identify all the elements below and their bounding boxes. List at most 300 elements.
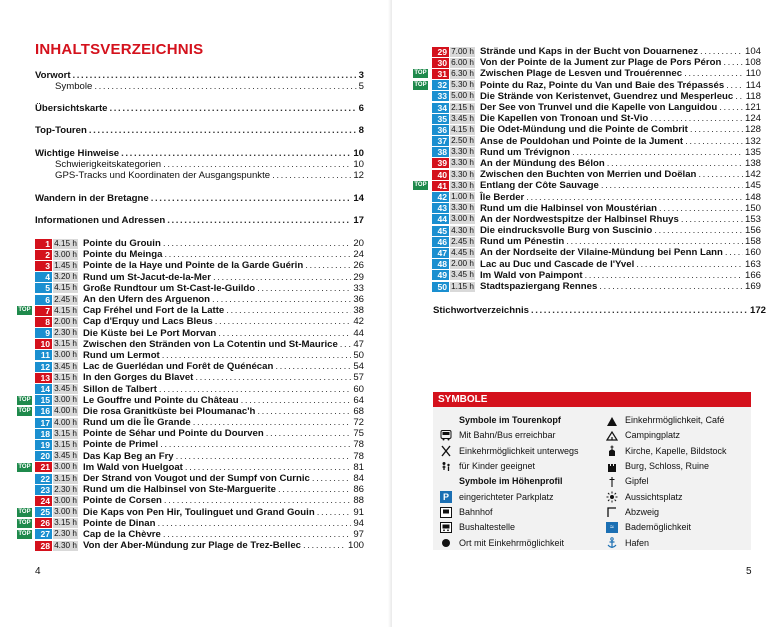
tour-title: Die Kapellen von Tronoan und St-Vio	[480, 113, 649, 125]
symbol-item: ≈ Bademöglichkeit	[605, 520, 727, 535]
tour-title: Die Strände von Keristenvet, Guendrez und Mesperleuc	[480, 90, 734, 102]
tour-duration: 6.00 h	[451, 57, 474, 67]
toc-entry[interactable]: Wichtige Hinweise ..... 10	[35, 148, 364, 159]
top-tour-badge: TOP	[414, 182, 427, 189]
dot-leader	[526, 192, 743, 203]
tour-row[interactable]	[414, 68, 761, 80]
tour-page: 24	[353, 249, 364, 261]
tour-number: 16	[35, 406, 52, 416]
symbol-item: Bahnhof	[439, 505, 579, 520]
dot-leader	[312, 473, 351, 484]
tour-title: Cap Fréhel und Fort de la Latte	[83, 305, 225, 317]
symbol-item: Aussichtsplatz	[605, 489, 727, 504]
tour-title: Der See von Trunvel und die Kapelle von Languidou	[480, 102, 718, 114]
symbol-item: Einkehrmöglichkeit, Café	[605, 413, 727, 428]
tour-duration: 4.15 h	[54, 283, 77, 293]
top-tour-badge: TOP	[414, 81, 427, 88]
dot-leader	[185, 462, 351, 473]
tour-page: 78	[353, 439, 364, 451]
dot-leader	[654, 225, 743, 236]
top-tour-badge: TOP	[18, 463, 31, 470]
tour-number: 42	[432, 192, 449, 202]
tour-page: 38	[353, 305, 364, 317]
tour-number: 26	[35, 518, 52, 528]
dot-leader	[684, 68, 744, 79]
tour-title: Der Strand von Vougot und der Sumpf von Curnic	[83, 473, 310, 485]
symbols-column-right	[605, 413, 727, 551]
tour-number: 21	[35, 462, 52, 472]
tour-duration: 1.45 h	[54, 260, 77, 270]
dot-leader	[257, 406, 351, 417]
tour-row[interactable]	[18, 506, 364, 518]
castle-icon	[605, 461, 619, 473]
symbol-item: Abzweig	[605, 505, 727, 520]
tour-title: Das Kap Beg an Fry	[83, 450, 174, 462]
tour-title: Zwischen den Buchten von Merrien und Doëlan	[480, 169, 697, 181]
tour-row[interactable]	[432, 124, 761, 135]
tour-page: 121	[744, 102, 761, 114]
tour-duration: 3.30 h	[451, 158, 474, 168]
tour-title: Die Küste bei Le Port Morvan	[83, 327, 217, 339]
tour-title: Die Odet-Mündung und die Pointe de Combrit	[480, 124, 688, 136]
tour-page: 153	[744, 213, 761, 225]
swimming-icon: ≈	[605, 522, 619, 534]
tour-title: Rund um Lermot	[83, 349, 160, 361]
tour-duration: 3.00 h	[54, 395, 77, 405]
toc-entry[interactable]: Schwierigkeitskategorien ..... 10	[35, 159, 364, 170]
tour-row[interactable]	[432, 259, 761, 270]
tour-title: Pointe de la Haye und Pointe de la Garde Guérin	[83, 260, 304, 272]
top-tour-badge: TOP	[18, 530, 31, 537]
tour-row[interactable]	[432, 147, 761, 158]
tour-duration: 2.30 h	[54, 529, 77, 539]
tour-row[interactable]	[35, 473, 364, 484]
tour-row[interactable]	[18, 517, 364, 529]
toc-section-map	[35, 103, 364, 114]
parking-icon: P	[439, 491, 453, 503]
tour-number: 50	[432, 282, 449, 292]
tour-row[interactable]	[35, 316, 364, 327]
tour-page: 86	[353, 484, 364, 496]
tour-duration: 4.30 h	[54, 540, 77, 550]
top-tour-badge: TOP	[18, 407, 31, 414]
tour-duration: 3.45 h	[451, 270, 474, 280]
tour-row[interactable]	[432, 270, 761, 281]
harbor-icon	[605, 537, 619, 549]
tour-number: 34	[432, 103, 449, 113]
tour-title: Zwischen Plage de Lesven und Trouérennec	[480, 68, 683, 80]
symbols-column-left	[439, 413, 579, 551]
toc-entry[interactable]: Vorwort ..... 3	[35, 70, 364, 81]
tour-row[interactable]	[35, 428, 364, 439]
tour-row[interactable]	[35, 260, 364, 271]
tour-row[interactable]	[35, 294, 364, 305]
tour-number: 48	[432, 259, 449, 269]
campsite-icon	[605, 430, 619, 442]
tour-page: 50	[353, 349, 364, 361]
tour-page: 81	[353, 461, 364, 473]
tour-duration: 7.00 h	[451, 46, 474, 56]
tour-title: Pointe de Dinan	[83, 517, 156, 529]
toc-section-hiking	[35, 193, 364, 204]
tour-row[interactable]	[432, 225, 761, 236]
tour-duration: 2.30 h	[54, 328, 77, 338]
tour-title: Große Rundtour um St-Cast-le-Guildo	[83, 282, 256, 294]
dot-leader	[159, 384, 351, 395]
tour-number: 14	[35, 384, 52, 394]
tour-page: 20	[353, 238, 364, 250]
dot-leader	[163, 529, 351, 540]
toc-entry[interactable]: Informationen und Adressen ..... 17	[35, 215, 364, 226]
tour-duration: 2.00 h	[451, 259, 474, 269]
summit-icon	[605, 476, 619, 488]
tour-number: 33	[432, 91, 449, 101]
restaurant-icon	[439, 445, 453, 457]
tour-title: An den Ufern des Arguenon	[83, 294, 211, 306]
toc-section-intro	[35, 70, 364, 92]
tour-duration: 1.15 h	[451, 281, 474, 291]
toc-entry[interactable]: Stichwortverzeichnis ..... 172	[433, 305, 766, 316]
tour-row[interactable]	[35, 495, 364, 506]
tour-row[interactable]	[35, 383, 364, 394]
tour-row[interactable]	[18, 394, 364, 406]
dot-leader	[698, 169, 743, 180]
tour-title: Rund um die Île Grande	[83, 417, 191, 429]
tour-number: 29	[432, 47, 449, 57]
tour-number: 46	[432, 237, 449, 247]
dot-leader	[317, 507, 352, 518]
tour-title: Pointe de Corsen	[83, 495, 162, 507]
tour-page: 132	[744, 135, 761, 147]
dot-leader	[164, 249, 351, 260]
church-icon	[605, 445, 619, 457]
tour-duration: 3.20 h	[54, 272, 77, 282]
tour-title: Rund um die Halbinsel von Moustérian	[480, 202, 657, 214]
symbol-item: für Kinder geeignet	[439, 459, 579, 474]
tour-row[interactable]	[35, 417, 364, 428]
tour-row[interactable]	[432, 136, 761, 147]
dot-leader	[726, 80, 744, 91]
bus-stop-icon	[439, 522, 453, 534]
dot-leader	[193, 417, 352, 428]
tour-row[interactable]	[18, 528, 364, 540]
tour-page: 75	[353, 428, 364, 440]
symbol-item: P eingerichteter Parkplatz	[439, 489, 579, 504]
symbol-item: Einkehrmöglichkeit unterwegs	[439, 444, 579, 459]
tour-page: 72	[353, 417, 364, 429]
tour-number: 35	[432, 114, 449, 124]
tour-title: Stadtspaziergang Rennes	[480, 281, 598, 293]
tour-row[interactable]	[35, 339, 364, 350]
tour-row[interactable]	[432, 91, 761, 102]
tour-page: 150	[744, 202, 761, 214]
tour-page: 88	[353, 495, 364, 507]
tour-row[interactable]	[414, 79, 761, 91]
tour-number: 45	[432, 226, 449, 236]
tour-page: 44	[353, 327, 364, 339]
symbol-item: Hafen	[605, 535, 727, 550]
symbol-item: Ort mit Einkehrmöglichkeit	[439, 535, 579, 550]
junction-icon	[605, 506, 619, 518]
tour-row[interactable]	[18, 305, 364, 317]
symbols-heading: Symbole im Tourenkopf	[459, 415, 561, 426]
tour-row[interactable]	[432, 113, 761, 124]
dot-leader	[158, 518, 352, 529]
tour-page: 54	[353, 361, 364, 373]
tour-duration: 3.45 h	[54, 361, 77, 371]
tour-duration: 3.45 h	[451, 113, 474, 123]
tour-row[interactable]	[35, 283, 364, 294]
tour-page: 169	[744, 281, 761, 293]
dot-leader	[681, 214, 743, 225]
tour-page: 166	[744, 269, 761, 281]
tour-title: Cap d'Erquy und Lacs Bleus	[83, 316, 213, 328]
dot-leader	[218, 328, 351, 339]
tour-page: 135	[744, 146, 761, 158]
tour-title: Pointe de Primel	[83, 439, 159, 451]
tour-title: An der Nordwestspitze der Halbinsel Rhuys	[480, 213, 679, 225]
toc-section-hints	[35, 148, 364, 181]
dot-leader	[195, 372, 351, 383]
toc-entry[interactable]: Symbole ..... 5	[35, 81, 364, 92]
top-tour-badge: TOP	[18, 508, 31, 515]
tour-title: Die eindrucksvolle Burg von Suscinio	[480, 225, 653, 237]
tour-number: 47	[432, 248, 449, 258]
page-number: 5	[746, 566, 752, 577]
dot-leader	[566, 236, 743, 247]
cafe-icon	[605, 415, 619, 427]
tour-number: 30	[432, 58, 449, 68]
tour-number: 9	[35, 328, 52, 338]
tour-duration: 6.30 h	[451, 68, 474, 78]
tour-number: 37	[432, 136, 449, 146]
tour-row[interactable]	[35, 361, 364, 372]
tour-duration: 3.00 h	[54, 495, 77, 505]
tour-duration: 3.15 h	[54, 473, 77, 483]
bus-icon	[439, 430, 453, 442]
tour-title: Entlang der Côte Sauvage	[480, 180, 599, 192]
tour-number: 7	[35, 306, 52, 316]
tour-number: 32	[432, 80, 449, 90]
tour-title: Im Wald von Paimpont	[480, 269, 583, 281]
dot-leader	[266, 428, 352, 439]
symbol-item: Campingplatz	[605, 428, 727, 443]
tour-list-right	[414, 46, 761, 293]
symbols-heading: Symbole im Höhenprofil	[459, 476, 563, 487]
tour-row[interactable]	[35, 484, 364, 495]
symbol-item: Bushaltestelle	[439, 520, 579, 535]
tour-row[interactable]	[35, 350, 364, 361]
tour-page: 142	[744, 169, 761, 181]
tour-number: 31	[432, 69, 449, 79]
tour-page: 148	[744, 191, 761, 203]
tour-row[interactable]	[35, 439, 364, 450]
tour-row[interactable]	[35, 249, 364, 260]
dot-leader	[176, 451, 352, 462]
toc-entry[interactable]: Übersichtskarte ..... 6	[35, 103, 364, 114]
toc-entry[interactable]: Top-Touren ..... 8	[35, 125, 364, 136]
top-tour-badge: TOP	[18, 307, 31, 314]
tour-title: Die rosa Granitküste bei Ploumanac'h	[83, 405, 256, 417]
dot-leader	[212, 294, 351, 305]
dot-leader	[599, 281, 743, 292]
tour-number: 36	[432, 125, 449, 135]
tour-row[interactable]	[35, 540, 364, 551]
tour-page: 118	[745, 90, 761, 102]
tour-duration: 2.00 h	[54, 316, 77, 326]
tour-number: 28	[35, 541, 52, 551]
toc-entry[interactable]: GPS-Tracks und Koordinaten der Ausgangspunkte ..... 12	[35, 170, 364, 181]
dot-leader	[659, 203, 743, 214]
tour-number: 15	[35, 395, 52, 405]
tour-title: Sillon de Talbert	[83, 383, 157, 395]
tour-row[interactable]	[18, 405, 364, 417]
tour-title: Île Berder	[480, 191, 525, 203]
dot-leader	[700, 46, 743, 57]
tour-title: Strände und Kaps in der Bucht von Douarnenez	[480, 46, 699, 58]
tour-row[interactable]	[35, 272, 364, 283]
toc-entry[interactable]: Wandern in der Bretagne ..... 14	[35, 193, 364, 204]
dot-leader	[601, 180, 743, 191]
tour-duration: 2.45 h	[451, 236, 474, 246]
tour-number: 19	[35, 440, 52, 450]
tour-row[interactable]	[18, 461, 364, 473]
tour-duration: 3.15 h	[54, 372, 77, 382]
dot-leader	[572, 147, 743, 158]
tour-row[interactable]	[432, 46, 761, 57]
dot-leader	[719, 102, 743, 113]
tour-row[interactable]	[414, 180, 761, 192]
dot-leader	[607, 158, 743, 169]
tour-number: 38	[432, 147, 449, 157]
tour-duration: 5.30 h	[451, 80, 474, 90]
dot-leader	[278, 484, 351, 495]
tour-number: 2	[35, 250, 52, 260]
tour-row[interactable]	[35, 451, 364, 462]
tour-page: 42	[353, 316, 364, 328]
tour-page: 57	[353, 372, 364, 384]
dot-leader	[735, 91, 743, 102]
tour-row[interactable]	[432, 247, 761, 258]
tour-duration: 3.00 h	[54, 507, 77, 517]
tour-row[interactable]	[432, 214, 761, 225]
tour-title: Von der Pointe de la Jument zur Plage de Pors Péron	[480, 57, 722, 69]
tour-duration: 3.45 h	[54, 384, 77, 394]
tour-page: 128	[744, 124, 761, 136]
tour-duration: 3.00 h	[54, 249, 77, 259]
dot-leader	[160, 439, 351, 450]
tour-title: Pointe du Grouin	[83, 238, 161, 250]
dot-leader	[275, 361, 351, 372]
tour-page: 60	[353, 383, 364, 395]
dot-leader	[163, 238, 352, 249]
tour-duration: 4.15 h	[54, 305, 77, 315]
tour-number: 5	[35, 283, 52, 293]
tour-row[interactable]	[432, 281, 761, 292]
tour-number: 18	[35, 429, 52, 439]
tour-title: Pointe du Meinga	[83, 249, 163, 261]
tour-number: 17	[35, 418, 52, 428]
tour-title: An der Mündung des Bélon	[480, 157, 605, 169]
tour-title: Im Wald von Huelgoat	[83, 461, 183, 473]
tour-number: 13	[35, 373, 52, 383]
tour-page: 47	[353, 338, 364, 350]
tour-number: 1	[35, 239, 52, 249]
page-title: INHALTSVERZEICHNIS	[35, 41, 204, 58]
tour-row[interactable]	[432, 203, 761, 214]
tour-page: 158	[744, 236, 761, 248]
tour-title: Die Kaps von Pen Hir, Toulinguet und Grand Gouin	[83, 506, 315, 518]
train-station-icon	[439, 506, 453, 518]
tour-number: 41	[432, 181, 449, 191]
tour-duration: 4.00 h	[54, 417, 77, 427]
tour-row[interactable]	[432, 169, 761, 180]
dot-leader	[241, 395, 352, 406]
place-with-food-icon	[439, 537, 453, 549]
tour-duration: 3.15 h	[54, 439, 77, 449]
tour-row[interactable]	[432, 191, 761, 202]
tour-title: Rund um Pénestin	[480, 236, 565, 248]
tour-page: 36	[353, 294, 364, 306]
tour-list-left	[18, 238, 364, 552]
tour-page: 156	[744, 225, 761, 237]
tour-row[interactable]	[35, 328, 364, 339]
tour-number: 49	[432, 270, 449, 280]
tour-number: 10	[35, 339, 52, 349]
tour-row[interactable]	[432, 57, 761, 68]
tour-row[interactable]	[432, 158, 761, 169]
tour-title: An der Nordseite der Vilaine-Mündung bei Penn Lann	[480, 247, 723, 259]
tour-row[interactable]	[432, 102, 761, 113]
tour-page: 114	[745, 79, 761, 91]
tour-page: 104	[744, 46, 761, 58]
tour-duration: 3.30 h	[451, 147, 474, 157]
tour-number: 6	[35, 295, 52, 305]
tour-page: 100	[347, 540, 364, 552]
tour-number: 40	[432, 170, 449, 180]
tour-number: 12	[35, 362, 52, 372]
tour-page: 33	[353, 282, 364, 294]
symbols-title: SYMBOLE	[433, 392, 751, 407]
toc-section-info	[35, 215, 364, 226]
tour-row[interactable]	[35, 238, 364, 249]
tour-title: Pointe de Séhar und Pointe du Dourven	[83, 428, 264, 440]
dot-leader	[690, 124, 743, 135]
tour-duration: 2.30 h	[54, 484, 77, 494]
tour-duration: 4.15 h	[54, 238, 77, 248]
tour-duration: 5.00 h	[451, 91, 474, 101]
dot-leader	[305, 260, 351, 271]
tour-title: Zwischen den Stränden von La Cotentin und St-Maurice	[83, 338, 338, 350]
tour-title: Anse de Pouldohan und Pointe de la Jument	[480, 135, 684, 147]
tour-duration: 2.45 h	[54, 294, 77, 304]
tour-page: 94	[353, 517, 364, 529]
tour-duration: 2.15 h	[451, 102, 474, 112]
tour-number: 44	[432, 214, 449, 224]
dot-leader	[723, 57, 743, 68]
tour-row[interactable]	[35, 372, 364, 383]
dot-leader	[585, 270, 743, 281]
dot-leader	[226, 305, 351, 316]
tour-page: 78	[353, 450, 364, 462]
dot-leader	[213, 272, 351, 283]
symbol-item: Mit Bahn/Bus erreichbar	[439, 428, 579, 443]
dot-leader	[340, 339, 352, 350]
dot-leader	[303, 540, 346, 551]
tour-duration: 3.15 h	[54, 428, 77, 438]
tour-row[interactable]	[432, 236, 761, 247]
dot-leader	[636, 259, 743, 270]
